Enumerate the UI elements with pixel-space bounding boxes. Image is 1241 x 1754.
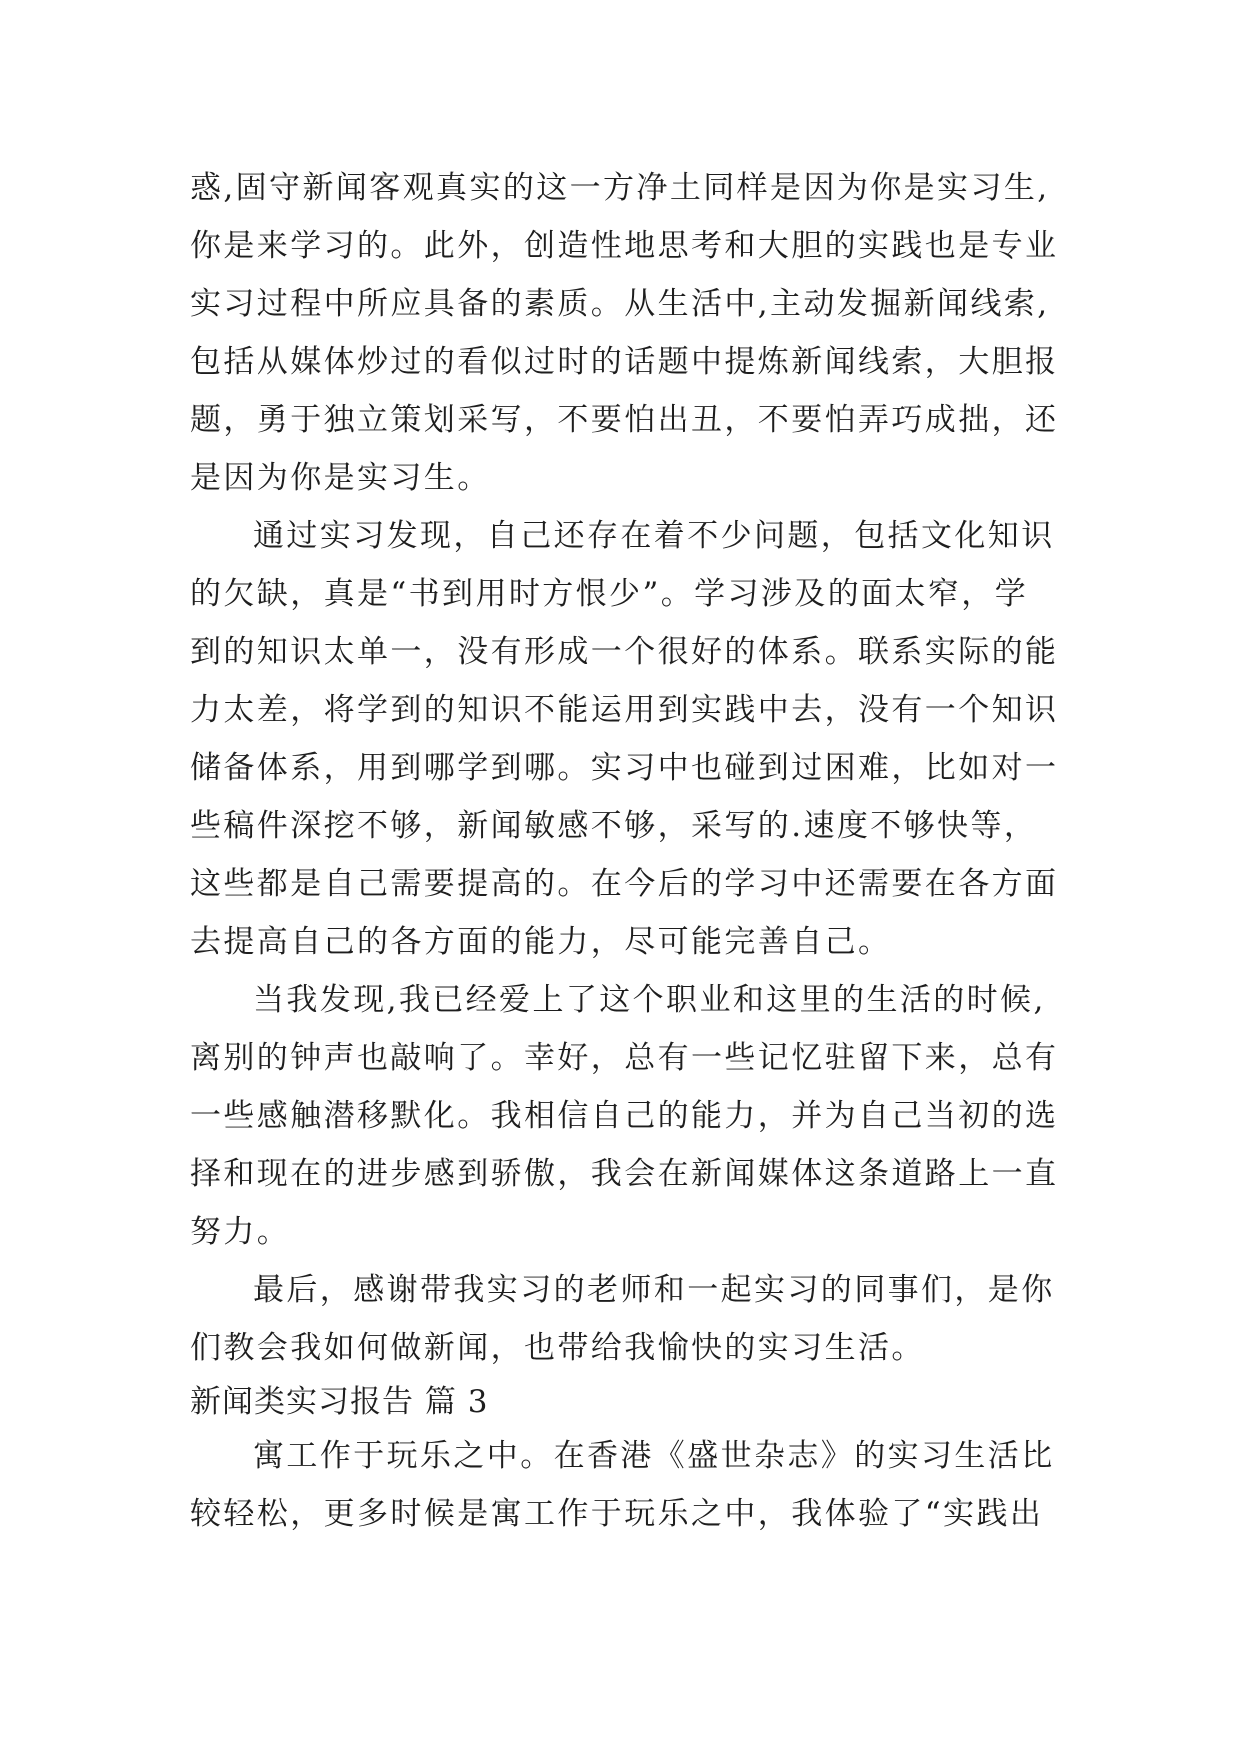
paragraph-first-line: 最后，感谢带我实习的老师和一起实习的同事们，是你 xyxy=(253,1272,1055,1308)
paragraph-first-line: 通过实习发现，自己还存在着不少问题，包括文化知识 xyxy=(253,518,1055,554)
paragraph-line: 们教会我如何做新闻，也带给我愉快的实习生活。 xyxy=(190,1330,925,1366)
paragraph-line: 些稿件深挖不够，新闻敏感不够，采写的.速度不够快等， xyxy=(190,808,1038,844)
paragraph-line: 到的知识太单一，没有形成一个很好的体系。联系实际的能 xyxy=(190,634,1059,670)
paragraph-line: 包括从媒体炒过的看似过时的话题中提炼新闻线索，大胆报 xyxy=(190,344,1059,380)
paragraph-line: 是因为你是实习生。 xyxy=(190,460,491,496)
section-heading: 新闻类实习报告 篇 3 xyxy=(190,1384,489,1420)
paragraph-line: 一些感触潜移默化。我相信自己的能力，并为自己当初的选 xyxy=(190,1098,1059,1134)
paragraph-first-line: 寓工作于玩乐之中。在香港《盛世杂志》的实习生活比 xyxy=(253,1438,1055,1474)
paragraph-first-line: 当我发现,我已经爱上了这个职业和这里的生活的时候, xyxy=(253,982,1046,1018)
paragraph-line: 去提高自己的各方面的能力，尽可能完善自己。 xyxy=(190,924,892,960)
paragraph-line: 惑,固守新闻客观真实的这一方净土同样是因为你是实习生, xyxy=(190,170,1050,206)
paragraph-line: 你是来学习的。此外，创造性地思考和大胆的实践也是专业 xyxy=(190,228,1059,264)
paragraph-line: 的欠缺，真是“书到用时方恨少”。学习涉及的面太窄，学 xyxy=(190,576,1029,612)
paragraph-line: 储备体系，用到哪学到哪。实习中也碰到过困难，比如对一 xyxy=(190,750,1059,786)
paragraph-line: 择和现在的进步感到骄傲，我会在新闻媒体这条道路上一直 xyxy=(190,1156,1059,1192)
paragraph-line: 离别的钟声也敲响了。幸好，总有一些记忆驻留下来，总有 xyxy=(190,1040,1059,1076)
paragraph-line: 题，勇于独立策划采写，不要怕出丑，不要怕弄巧成拙，还 xyxy=(190,402,1059,438)
paragraph-line: 这些都是自己需要提高的。在今后的学习中还需要在各方面 xyxy=(190,866,1059,902)
paragraph-line: 较轻松，更多时候是寓工作于玩乐之中，我体验了“实践出 xyxy=(190,1496,1044,1532)
paragraph-line: 努力。 xyxy=(190,1214,291,1250)
paragraph-line: 实习过程中所应具备的素质。从生活中,主动发掘新闻线索, xyxy=(190,286,1050,322)
paragraph-line: 力太差，将学到的知识不能运用到实践中去，没有一个知识 xyxy=(190,692,1059,728)
